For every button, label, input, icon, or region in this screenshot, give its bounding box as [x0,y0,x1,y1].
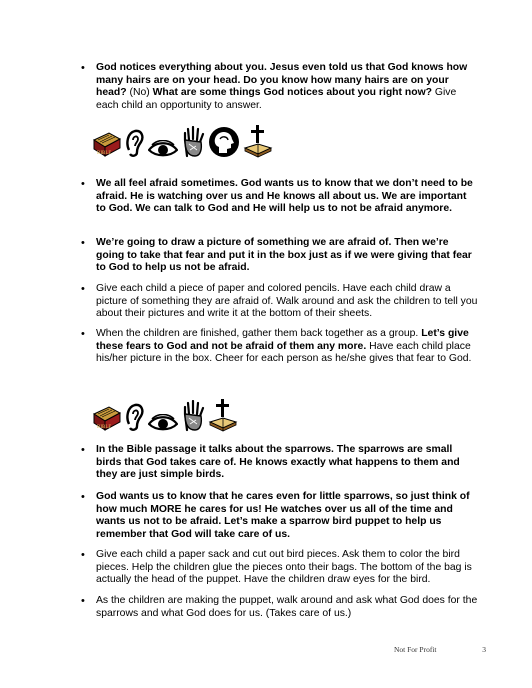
text-run: Give each child a piece of paper and colored pencils. Have each child draw a picture of something they are afraid of. Walk around and ask the children to tell you about their pictures and write it at the bottom of their sheets. [96,283,478,320]
bullet-text [96,549,478,587]
text-run: (No) [126,87,153,99]
bullet-text [96,491,478,541]
cross-bible-icon [243,124,273,158]
icon-row [92,398,238,432]
ear-icon [125,402,145,432]
text-run: Give each child an opportunity to answer. [96,87,457,111]
bullet-item [81,178,478,216]
bullet-mark: • [81,444,85,456]
page-number: 3 [482,645,486,654]
svg-text:BIBLE: BIBLE [97,151,112,156]
svg-text:BIBLE: BIBLE [97,425,112,430]
bullet-mark: • [81,237,85,249]
bullet-item [81,237,478,275]
bullet-mark: • [81,283,85,295]
text-run: In the Bible passage it talks about the sparrows. The sparrows are small birds that God takes care of. He knows exactly what happens to them and they are just simple birds. [96,444,460,481]
bullet-item [81,444,478,482]
bible-icon [92,130,122,158]
bullet-item [81,62,478,112]
eye-icon [148,140,178,158]
text-run: Let’s give these fears to God and not be afraid of them any more. [96,328,469,352]
eye-icon [148,414,178,432]
bullet-text [96,62,478,112]
bullet-item [81,491,478,541]
bullet-item [81,283,478,321]
bullet-item [81,328,478,366]
bullet-text [96,237,478,275]
bullet-text [96,283,478,321]
text-run: God wants us to know that he cares even for little sparrows, so just think of how much MORE he cares for us! He watches over us all of the time and wants us not to be afraid. Let’s make a sparrow bird puppet to help us remember that God will take care of us. [96,491,470,540]
bullet-mark: • [81,328,85,340]
bullet-mark: • [81,491,85,503]
bible-icon [92,404,122,432]
bullet-mark: • [81,595,85,607]
bullet-mark: • [81,549,85,561]
footer-label: Not For Profit [394,645,437,654]
text-run: We all feel afraid sometimes. God wants us to know that we don’t need to be afraid. He is watching over us and He knows all about us. We are important to God. We can talk to God and He will help us to not be afraid anymore. [96,178,473,215]
page-footer [394,645,490,654]
bullet-item [81,549,478,587]
text-run: Have each child place his/her picture in the box. Cheer for each person as he/she gives that fear to God. [96,340,472,365]
bullet-text [96,444,478,482]
bullet-mark: • [81,62,85,74]
bullet-item [81,595,478,620]
hand-icon [181,400,205,432]
text-run: As the children are making the puppet, walk around and ask what God does for the sparrows and what God does for us. (Takes care of us.) [96,595,478,619]
hand-icon [181,126,205,158]
ear-icon [125,128,145,158]
icon-row [92,124,273,158]
bullet-text [96,328,478,366]
head-profile-icon [208,126,240,158]
text-run: We’re going to draw a picture of something we are afraid of. Then we’re going to take that fear and put it in the box just as if we were giving that fear to God to help us not be afraid. [96,237,472,274]
text-run: When the children are finished, gather them back together as a group. [96,328,422,339]
bullet-text [96,178,478,216]
bullet-text [96,595,478,620]
bullet-mark: • [81,178,85,190]
text-run: God notices everything about you. Jesus even told us that God knows how many hairs are on your head. Do you know how many hairs are on your head? [96,62,468,99]
text-run: Give each child a paper sack and cut out bird pieces. Ask them to color the bird pieces. Help the children glue the pieces onto their bags. The bottom of the bag is actually the head of the puppet. Have the children draw eyes for the bird. [96,549,472,586]
cross-bible-icon [208,398,238,432]
text-run: What are some things God notices about you right now? [152,87,432,99]
